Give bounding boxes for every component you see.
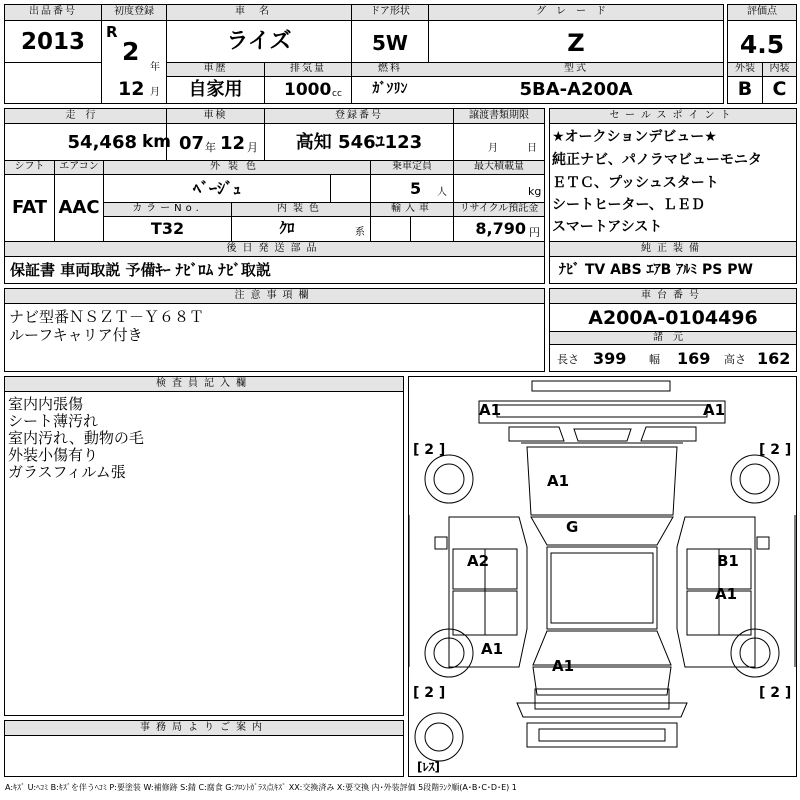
color-no-label: カラーNo. [132, 203, 203, 214]
model: 5BA-A200A [519, 79, 633, 100]
tire-rl-value: 2 [424, 685, 435, 701]
tire-fl: [ 2 ] [413, 442, 446, 458]
capacity-unit: 人 [437, 187, 447, 198]
color-no: T32 [150, 219, 185, 238]
inspector-note: 外装小傷有り [8, 446, 99, 464]
interior-grade: C [772, 78, 787, 100]
mileage: 54,468 [67, 132, 137, 153]
exterior-label: 外装 [735, 63, 755, 74]
tire-rr-value: 2 [770, 685, 781, 701]
mark-right-front-door: B1 [717, 552, 739, 570]
mark-roof: G [566, 518, 579, 536]
ac-label: エアコン [59, 161, 99, 172]
sales-point-line: ★オークションデビュー★ [552, 129, 717, 145]
length: 399 [593, 349, 627, 368]
tire-fr-value: 2 [770, 442, 781, 458]
reg-era: R [106, 23, 118, 41]
office-label: 事務局よりご案内 [140, 722, 268, 733]
ext-color-label: 外装色 [210, 161, 264, 172]
reg-month: 12 [118, 78, 145, 100]
sales-points-label: セールスポイント [609, 110, 737, 121]
reg-year: 2 [122, 37, 140, 66]
chassis-label: 車台番号 [641, 290, 705, 301]
lot-number: 2013 [20, 29, 85, 55]
plate-label: 登録番号 [335, 110, 383, 121]
sales-point-line: ＥＴＣ、プッシュスタート [552, 175, 719, 191]
inspector-note: 室内汚れ、動物の毛 [8, 429, 144, 447]
ac: AAC [58, 197, 100, 218]
sales-point-line: シートヒーター、ＬＥＤ [552, 197, 705, 213]
displacement: 1000 [284, 80, 332, 100]
inspector-note: シート薄汚れ [8, 412, 99, 430]
damage-diagram [408, 376, 797, 777]
first-reg-label: 初度登録 [114, 6, 154, 17]
transfer-label: 譲渡書類期限 [469, 110, 529, 121]
cc-unit: cc [332, 89, 342, 99]
inspector-label: 検査員記入欄 [156, 378, 252, 389]
caution-line: ルーフキャリア付き [9, 326, 143, 344]
maxload-label: 最大積載量 [474, 161, 524, 172]
tire-rl: [ 2 ] [413, 685, 446, 701]
chassis-number: A200A-0104496 [588, 307, 758, 329]
inspection-year-unit: 年 [205, 141, 216, 154]
mark-right-rear-door: A1 [715, 585, 738, 603]
tire-fl-value: 2 [424, 442, 435, 458]
height-label: 高さ [724, 353, 746, 366]
import-label: 輸入車 [391, 203, 433, 214]
capacity: 5 [410, 179, 422, 198]
lot-label: 出品番号 [29, 6, 77, 17]
shift: FAT [11, 197, 48, 218]
later-docs-label: 後日発送部品 [226, 243, 323, 254]
score-label: 評価点 [747, 6, 777, 17]
doors-label: ドア形状 [370, 6, 410, 17]
maxload-unit: kg [528, 185, 542, 198]
inspection-label: 車検 [203, 110, 228, 121]
grade-label: グレード [536, 6, 616, 17]
history-label: 車歴 [203, 63, 228, 74]
grade: Z [567, 29, 585, 57]
spare-tire: [ﾚｽ] [417, 760, 440, 774]
score: 4.5 [739, 30, 785, 59]
equipment: ﾅﾋﾞ TV ABS ｴｱB ｱﾙﾐ PS PW [559, 262, 753, 278]
spare-tire-value: ﾚｽ [422, 760, 435, 774]
recycle-fee: 8,790 [475, 219, 526, 238]
model-label: 型式 [564, 63, 588, 74]
doors: 5W [372, 31, 408, 55]
inspector-note: ガラスフィルム張 [8, 463, 126, 481]
int-color-label: 内装色 [277, 203, 325, 214]
inspection-month: 12 [220, 133, 246, 154]
int-color: ｸﾛ [279, 219, 295, 237]
capacity-label: 乗車定員 [392, 161, 432, 172]
inspection-month-unit: 月 [247, 141, 258, 154]
mileage-label: 走行 [65, 110, 106, 121]
dims-label: 諸元 [653, 332, 693, 343]
reg-year-unit: 年 [150, 62, 160, 73]
exterior-grade: B [737, 78, 753, 100]
sales-point-line: 純正ナビ、パノラマビューモニタ [552, 152, 762, 168]
transfer-month-unit: 月 [488, 143, 498, 154]
car-outline [409, 377, 796, 776]
width-label: 幅 [649, 353, 660, 366]
tire-fr: [ 2 ] [759, 442, 792, 458]
car-name-label: 車名 [235, 6, 283, 17]
length-label: 長さ [557, 353, 579, 366]
mark-hood: A1 [547, 472, 570, 490]
plate: 高知 546ﾕ123 [295, 132, 423, 153]
mark-left-front-door: A2 [467, 552, 490, 570]
mark-fr-bumper: A1 [703, 401, 726, 419]
mark-fl-bumper: A1 [479, 401, 502, 419]
tire-rr: [ 2 ] [759, 685, 792, 701]
width: 169 [677, 349, 711, 368]
caution-line: ナビ型番ＮＳＺＴ－Ｙ６８Ｔ [9, 308, 205, 326]
shift-label: シフト [14, 161, 45, 172]
transfer-day-unit: 日 [527, 143, 537, 154]
fuel-label: 燃料 [378, 63, 402, 74]
car-name: ライズ [226, 29, 292, 54]
ext-color: ﾍﾞｰｼﾞｭ [192, 179, 241, 198]
sales-point-line: スマートアシスト [552, 219, 663, 235]
later-docs: 保証書 車両取説 予備ｷｰ ﾅﾋﾞﾛﾑ ﾅﾋﾞ取説 [10, 261, 271, 279]
displacement-label: 排気量 [290, 63, 326, 74]
recycle-label: リサイクル預託金 [459, 203, 539, 214]
history: 自家用 [188, 79, 243, 100]
km-unit: km [142, 132, 172, 152]
mark-left-rear-quarter: A1 [481, 640, 504, 658]
legend: A:ｷｽﾞ U:ﾍｺﾐ B:ｷｽﾞを伴うﾍｺﾐ P:要塗装 W:補修跡 S:錆 C:腐食 G:ﾌﾛﾝﾄｶﾞﾗｽ点ｷｽﾞ XX:交換済み X:要交換 内･外装評価 5段階ﾗﾝｸ順(A･B･C･D･E) 1 [5, 783, 517, 792]
equipment-label: 純正装備 [641, 243, 705, 254]
fuel: ｶﾞｿﾘﾝ [372, 81, 408, 97]
mark-rear-gate: A1 [552, 657, 575, 675]
reg-month-unit: 月 [150, 87, 160, 98]
inspector-note: 室内内張傷 [8, 395, 84, 413]
interior-label: 内装 [769, 63, 790, 74]
inspection-year: 07 [179, 133, 205, 154]
cautions-label: 注意事項欄 [234, 290, 315, 301]
int-color-unit: 系 [355, 227, 365, 238]
recycle-unit: 円 [529, 226, 540, 239]
height: 162 [757, 349, 791, 368]
